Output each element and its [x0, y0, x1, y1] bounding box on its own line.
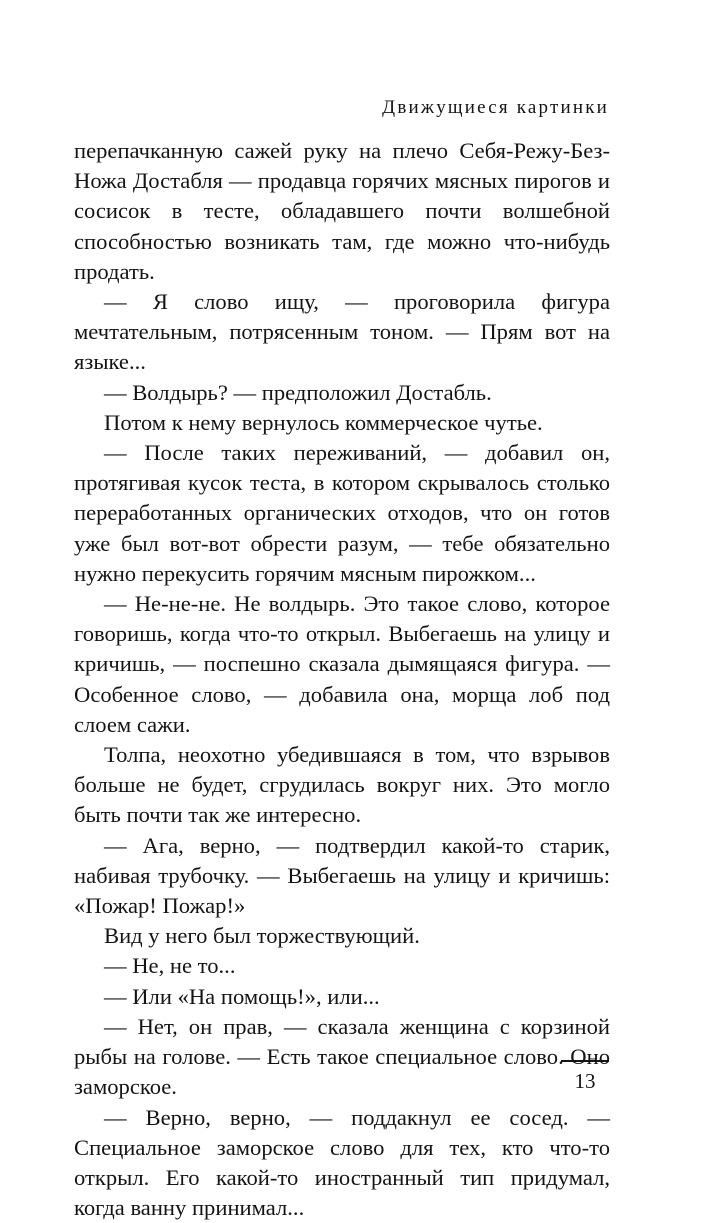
- paragraph-8: — Ага, верно, — подтвердил какой-то старик, набивая трубочку. — Выбегаешь на улицу и кричишь: «Пожар! Пожар!»: [74, 831, 610, 922]
- paragraph-2: — Я слово ищу, — проговорила фигура мечтательным, потрясенным тоном. — Прям вот на языке...: [74, 287, 610, 378]
- running-title: Движущиеся картинки: [382, 96, 609, 120]
- body-text: [74, 136, 610, 1223]
- paragraph-7: Толпа, неохотно убедившаяся в том, что взрывов больше не будет, сгрудилась вокруг них. Это могло быть почти так же интересно.: [74, 740, 610, 831]
- page-number-rule: [561, 1060, 609, 1062]
- page-number: 13: [561, 1068, 609, 1094]
- paragraph-5: — После таких переживаний, — добавил он, протягивая кусок теста, в котором скрывалось столько переработанных органических отходов, что он готов уже был вот-вот обрести разум, — тебе обязательно нужно перекусить горячим мясным пирожком...: [74, 438, 610, 589]
- paragraph-3: — Волдырь? — предположил Достабль.: [74, 378, 610, 408]
- paragraph-10: — Не, не то...: [74, 951, 610, 981]
- paragraph-12: — Нет, он прав, — сказала женщина с корзиной рыбы на голове. — Есть такое специальное слово. Оно заморское.: [74, 1012, 610, 1103]
- paragraph-11: — Или «На помощь!», или...: [74, 982, 610, 1012]
- paragraph-9: Вид у него был торжествующий.: [74, 921, 610, 951]
- paragraph-13: — Верно, верно, — поддакнул ее сосед. — Специальное заморское слово для тех, кто что-то открыл. Его какой-то иностранный тип придумал, когда ванну принимал...: [74, 1103, 610, 1223]
- paragraph-1: перепачканную сажей руку на плечо Себя-Режу-Без-Ножа Достабля — продавца горячих мясных пирогов и сосисок в тесте, обладавшего почти волшебной способностью возникать там, где можно что-нибудь продать.: [74, 136, 610, 287]
- paragraph-4: Потом к нему вернулось коммерческое чутье.: [74, 408, 610, 438]
- paragraph-6: — Не-не-не. Не волдырь. Это такое слово, которое говоришь, когда что-то открыл. Выбегаешь на улицу и кричишь, — поспешно сказала дымящаяся фигура. — Особенное слово, — добавила она, морща лоб под слоем сажи.: [74, 589, 610, 740]
